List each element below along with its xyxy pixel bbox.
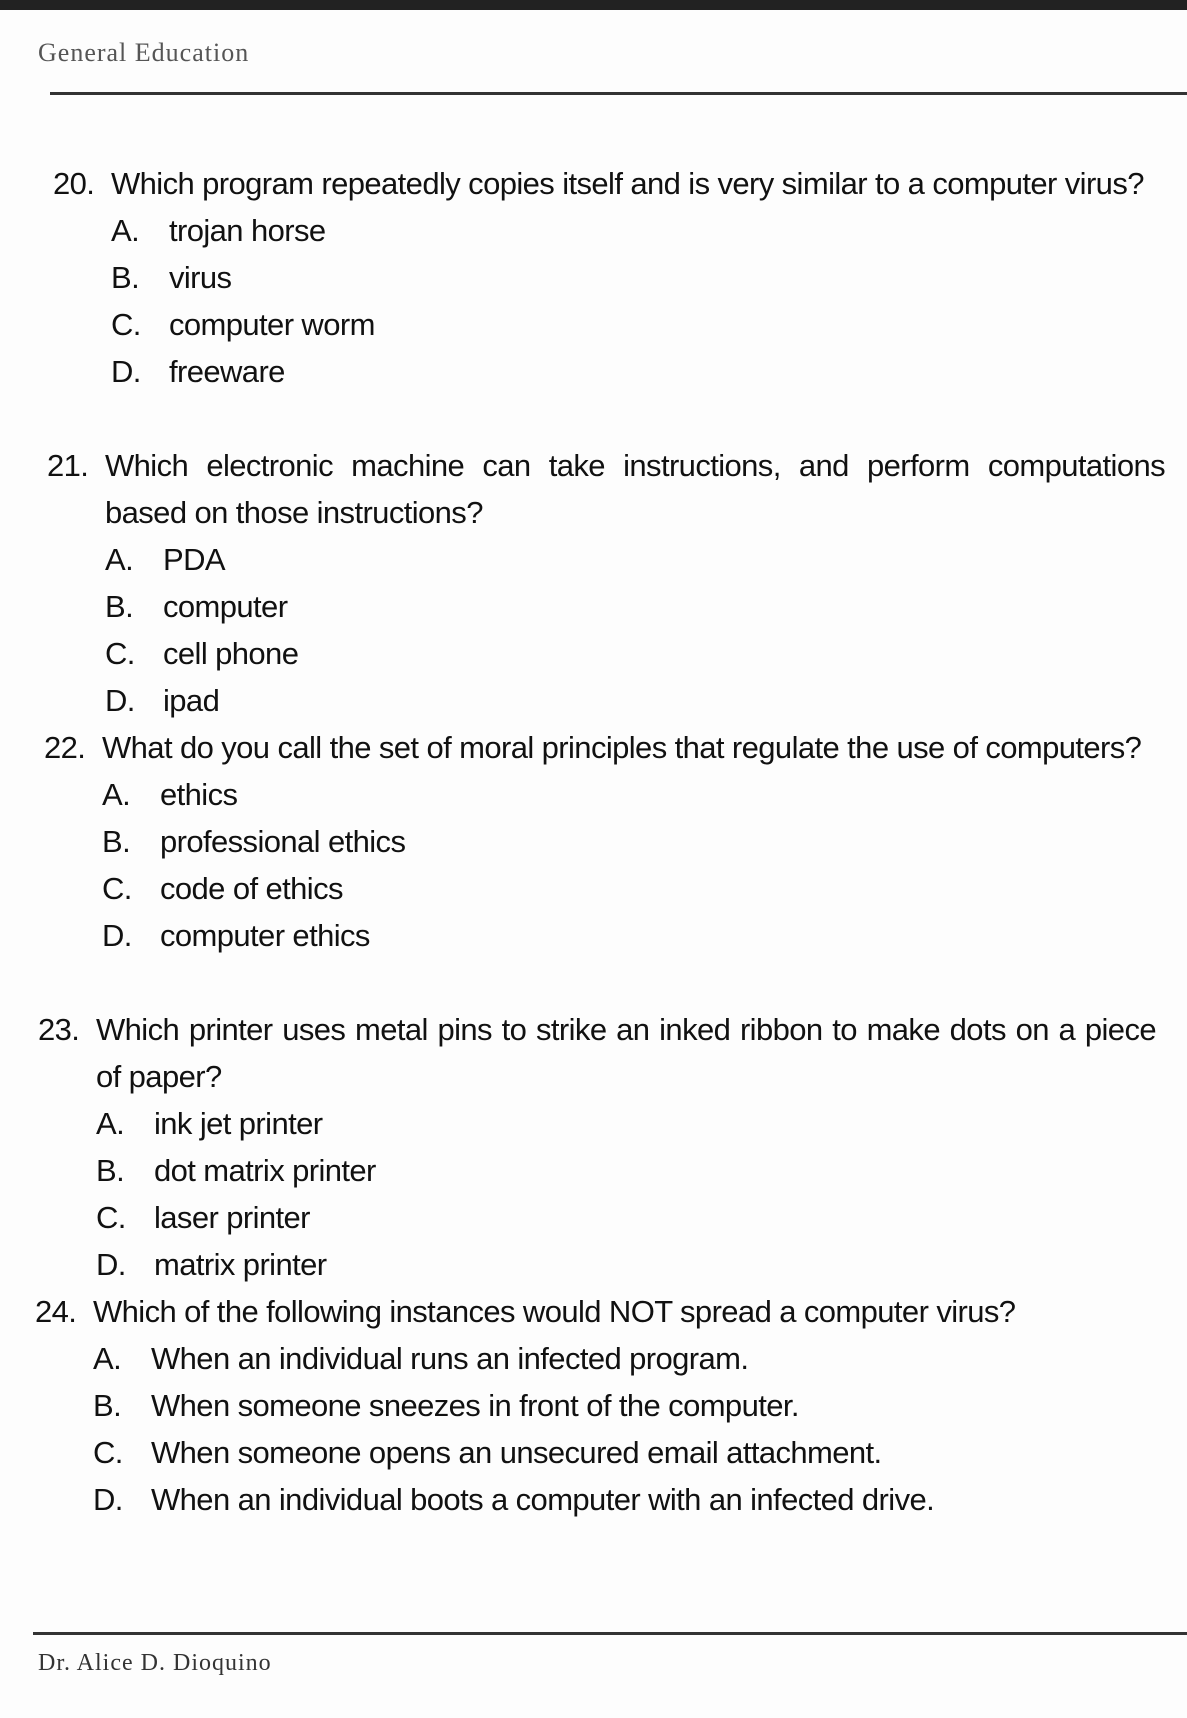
option-letter: A. [102,777,131,812]
option-c [111,301,1171,348]
option-b [105,583,1165,630]
question-text: What do you call the set of moral principles that regulate the use of computers? [102,730,1142,765]
question-number: 21. [47,448,89,483]
option-text: ipad [163,683,220,718]
footer-author: Dr. Alice D. Dioquino [38,1650,272,1676]
question-21 [47,442,1165,724]
option-text: trojan horse [169,213,326,248]
option-letter: A. [93,1341,122,1376]
option-a [102,771,1162,818]
option-c [93,1429,1153,1476]
option-b [102,818,1162,865]
option-text: computer ethics [160,918,370,953]
option-text: When someone sneezes in front of the computer. [151,1388,799,1423]
question-text: Which electronic machine can take instructions, and perform computations based on those instructions? [105,448,1165,530]
question-text: Which program repeatedly copies itself and is very similar to a computer virus? [111,166,1144,201]
option-text: matrix printer [154,1247,327,1282]
option-letter: D. [96,1247,126,1282]
option-a [111,207,1171,254]
option-letter: A. [96,1106,125,1141]
option-letter: D. [93,1482,123,1517]
option-c [96,1194,1156,1241]
option-text: code of ethics [160,871,343,906]
question-text: Which of the following instances would NOT spread a computer virus? [93,1294,1016,1329]
option-text: laser printer [154,1200,310,1235]
option-letter: D. [111,354,141,389]
option-d [96,1241,1156,1288]
option-b [111,254,1171,301]
option-a [105,536,1165,583]
option-d [102,912,1162,959]
option-text: cell phone [163,636,299,671]
option-a [93,1335,1153,1382]
option-text: ethics [160,777,238,812]
option-letter: D. [102,918,132,953]
option-text: virus [169,260,232,295]
option-letter: A. [105,542,134,577]
option-letter: C. [96,1200,126,1235]
option-b [93,1382,1153,1429]
option-letter: C. [105,636,135,671]
option-a [96,1100,1156,1147]
option-d [93,1476,1153,1523]
option-letter: B. [111,260,140,295]
question-number: 23. [38,1012,80,1047]
option-text: ink jet printer [154,1106,323,1141]
option-b [96,1147,1156,1194]
question-number: 22. [44,730,86,765]
option-letter: C. [93,1435,123,1470]
question-23 [38,1006,1156,1288]
option-letter: B. [93,1388,122,1423]
option-text: computer [163,589,288,624]
option-c [102,865,1162,912]
question-22 [44,724,1162,959]
option-text: When an individual runs an infected program. [151,1341,749,1376]
header-title: General Education [38,38,250,67]
option-letter: C. [102,871,132,906]
option-letter: D. [105,683,135,718]
scan-top-band [0,0,1187,10]
question-text: Which printer uses metal pins to strike an inked ribbon to make dots on a piece of paper? [96,1012,1156,1094]
option-text: professional ethics [160,824,406,859]
option-text: When an individual boots a computer with an infected drive. [151,1482,935,1517]
option-text: PDA [163,542,225,577]
option-letter: B. [102,824,131,859]
option-text: computer worm [169,307,375,342]
question-20 [53,160,1171,395]
option-letter: C. [111,307,141,342]
option-letter: A. [111,213,140,248]
option-c [105,630,1165,677]
option-letter: B. [105,589,134,624]
option-text: freeware [169,354,285,389]
question-number: 20. [53,166,95,201]
option-text: dot matrix printer [154,1153,376,1188]
footer-divider [33,1632,1187,1635]
option-text: When someone opens an unsecured email attachment. [151,1435,882,1470]
option-letter: B. [96,1153,125,1188]
option-d [105,677,1165,724]
header-divider [50,92,1187,95]
option-d [111,348,1171,395]
question-number: 24. [35,1294,77,1329]
question-24 [35,1288,1153,1523]
